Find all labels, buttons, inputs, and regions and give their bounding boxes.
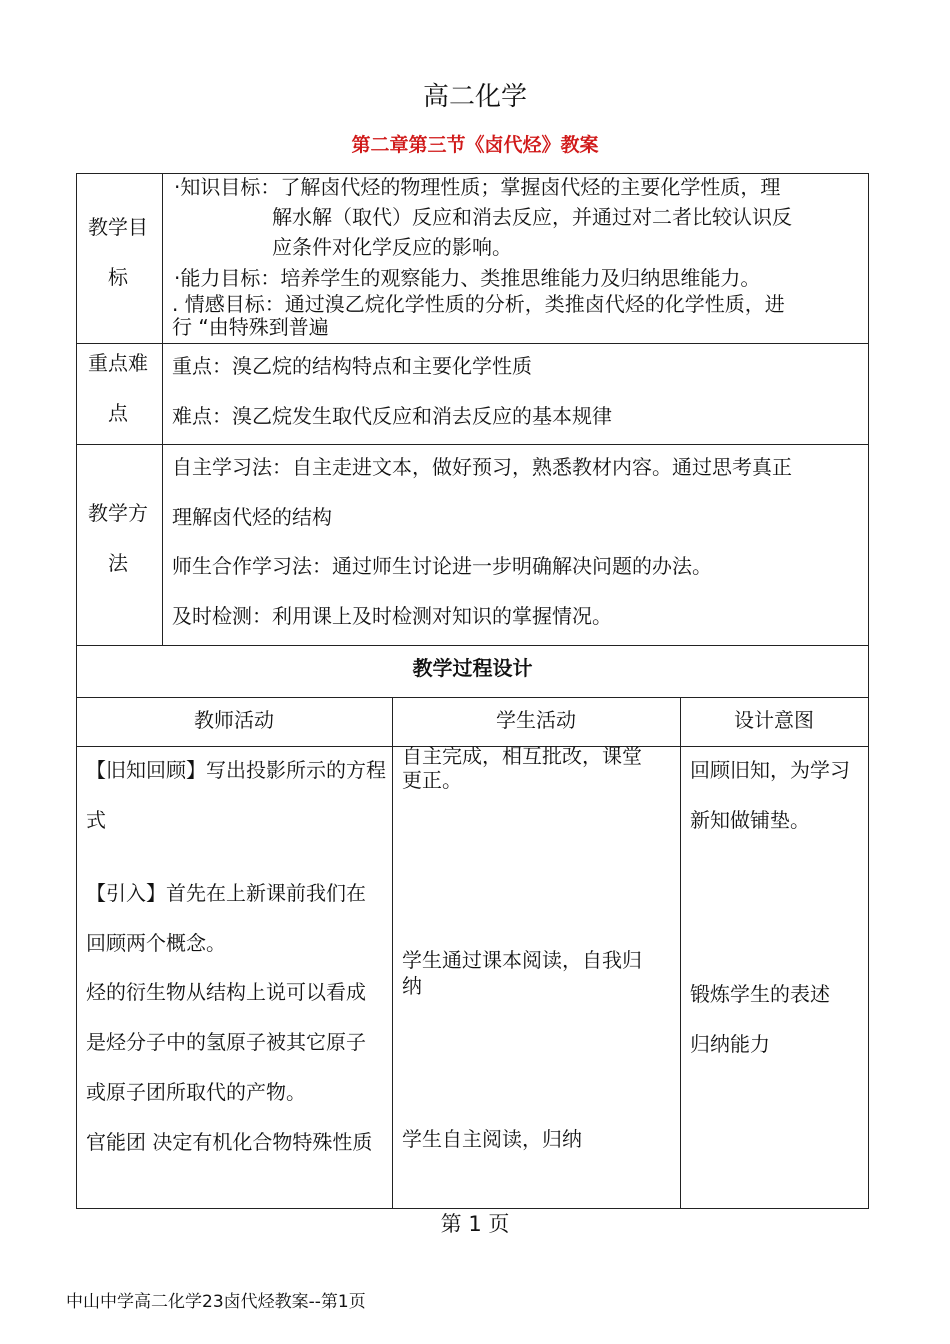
col-header-student: 学生活动: [496, 708, 576, 732]
design-intent-line: 新知做铺垫。: [690, 808, 810, 832]
lesson-subtitle: 第二章第三节《卤代烃》教案: [351, 134, 599, 156]
method-line: 理解卤代烃的结构: [172, 505, 332, 529]
page-number: 第 1 页: [440, 1212, 510, 1236]
design-intent-line: 归纳能力: [690, 1032, 770, 1056]
goal-line: 解水解（取代）反应和消去反应，并通过对二者比较认识反: [272, 205, 792, 229]
teacher-activity-line: 是烃分子中的氢原子被其它原子: [86, 1030, 366, 1054]
method-line: 师生合作学习法：通过师生讨论进一步明确解决问题的办法。: [172, 554, 712, 578]
col-header-teacher: 教师活动: [194, 708, 274, 732]
key-point-line: 难点：溴乙烷发生取代反应和消去反应的基本规律: [172, 404, 612, 428]
teacher-activity-line: 官能团 决定有机化合物特殊性质: [86, 1130, 373, 1154]
design-intent-line: 锻炼学生的表述: [690, 982, 830, 1006]
goals-label-cont: 标: [108, 265, 128, 289]
goal-line: ·知识目标：了解卤代烃的物理性质；掌握卤代烃的主要化学性质，理: [174, 175, 781, 199]
method-line: 及时检测：利用课上及时检测对知识的掌握情况。: [172, 604, 612, 628]
teacher-activity-line: 【引入】首先在上新课前我们在: [86, 881, 366, 905]
methods-label: 教学方: [88, 501, 148, 525]
methods-label-cont: 法: [108, 551, 128, 575]
key-points-label-cont: 点: [108, 401, 128, 425]
process-heading: 教学过程设计: [412, 656, 533, 680]
key-point-line: 重点：溴乙烷的结构特点和主要化学性质: [172, 354, 532, 378]
goal-line: 行 “由特殊到普遍: [172, 315, 329, 339]
student-activity-line: 更正。: [402, 768, 462, 792]
teacher-activity-line: 式: [86, 808, 106, 832]
teacher-activity-line: 烃的衍生物从结构上说可以看成: [86, 980, 366, 1004]
design-intent-line: 回顾旧知，为学习: [690, 758, 850, 782]
teacher-activity-line: 或原子团所取代的产物。: [86, 1080, 306, 1104]
goal-line: . 情感目标：通过溴乙烷化学性质的分析，类推卤代烃的化学性质，进: [172, 292, 785, 316]
col-header-design: 设计意图: [734, 708, 814, 732]
teacher-activity-line: 【旧知回顾】写出投影所示的方程: [86, 758, 386, 782]
document-footer: 中山中学高二化学23卤代烃教案--第1页: [66, 1292, 366, 1312]
goals-label: 教学目: [88, 215, 148, 239]
goal-line: ·能力目标：培养学生的观察能力、类推思维能力及归纳思维能力。: [174, 266, 761, 290]
goal-line: 应条件对化学反应的影响。: [272, 235, 512, 259]
teacher-activity-line: 回顾两个概念。: [86, 931, 226, 955]
student-activity-line: 学生通过课本阅读，自我归: [402, 948, 642, 972]
method-line: 自主学习法：自主走进文本，做好预习，熟悉教材内容。通过思考真正: [172, 455, 792, 479]
student-activity-line: 学生自主阅读，归纳: [402, 1127, 582, 1151]
student-activity-line: 纳: [402, 974, 422, 998]
page-title: 高二化学: [422, 82, 527, 112]
student-activity-line: 自主完成，相互批改，课堂: [402, 744, 642, 768]
key-points-label: 重点难: [88, 351, 148, 375]
